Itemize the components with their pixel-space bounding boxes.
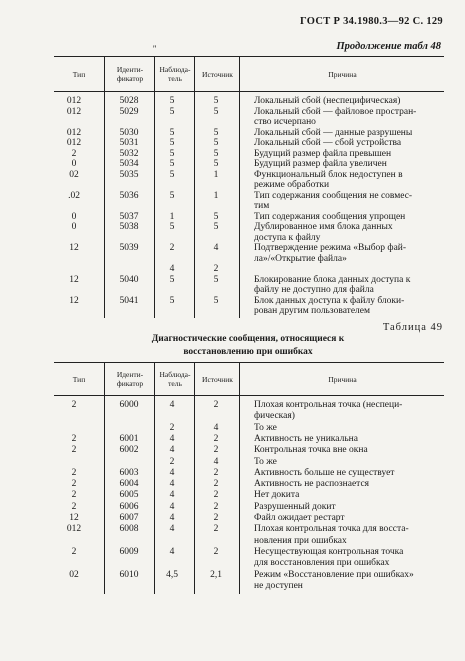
col-id-header: Иденти-фикатор	[104, 363, 155, 395]
row-source: 4	[213, 422, 219, 433]
row-identifier: 6010	[119, 569, 139, 580]
row-cause: Нет докита	[254, 490, 300, 501]
row-identifier: 5028	[119, 96, 139, 106]
row-type: 02	[69, 569, 79, 580]
row-observer: 5	[169, 138, 175, 148]
row-source: 5	[213, 96, 219, 106]
row-cause: Функциональный блок недоступен в	[254, 169, 403, 180]
col-source-header: Источник	[194, 363, 240, 395]
row-source: 2	[213, 501, 219, 512]
row-identifier: 5034	[119, 159, 139, 169]
row-observer: 4,5	[166, 569, 178, 580]
row-cause: ство исчерпано	[254, 117, 316, 127]
row-identifier: 6000	[119, 400, 139, 410]
row-type: 12	[69, 513, 79, 523]
row-observer: 4	[169, 524, 175, 535]
row-identifier: 5035	[119, 169, 139, 180]
table49-caption: Диагностические сообщения, относящиеся к восстановлению при ошибках	[151, 334, 345, 357]
row-observer: 5	[169, 169, 175, 180]
row-observer: 2	[169, 422, 175, 433]
row-type: 012	[66, 127, 82, 138]
row-type: 2	[71, 148, 77, 159]
row-source: 2	[213, 264, 219, 274]
row-type: 0	[71, 222, 77, 232]
row-source: 5	[213, 127, 219, 138]
col-id-header: Иденти-фикатор	[104, 57, 155, 91]
row-observer: 5	[169, 148, 175, 159]
row-cause: Тип содержания сообщения не совмес-	[254, 190, 413, 201]
page-header: ГОСТ Р 34.1980.3—92 С. 129	[300, 16, 443, 27]
row-identifier: 5039	[119, 243, 139, 253]
row-cause: Локальный сбой — данные разрушены	[254, 127, 413, 138]
row-cause: Разрушенный докит	[254, 501, 336, 512]
row-cause: Активность не уникальна	[254, 433, 358, 444]
row-observer: 2	[169, 243, 175, 253]
row-identifier: 5038	[119, 222, 139, 232]
row-identifier: 6004	[119, 479, 139, 490]
row-identifier: 6003	[119, 467, 139, 478]
row-cause: Локальный сбой — файловое простран-	[254, 106, 417, 117]
row-cause: Плохая контрольная точка (неспеци-	[254, 400, 403, 410]
row-observer: 4	[169, 513, 175, 523]
row-type: 2	[71, 445, 77, 456]
row-identifier: 5037	[119, 211, 139, 222]
row-source: 5	[213, 159, 219, 169]
col-type-header: Тип	[72, 374, 86, 384]
row-type: 012	[66, 138, 82, 148]
col-cause-header: Причина	[239, 363, 445, 395]
row-source: 5	[213, 138, 219, 148]
table48-header	[54, 56, 444, 92]
row-cause: То же	[254, 422, 277, 433]
row-identifier: 6002	[119, 445, 139, 456]
row-observer: 4	[169, 501, 175, 512]
row-type: 012	[66, 106, 82, 117]
row-source: 1	[213, 190, 219, 201]
row-source: 1	[213, 169, 219, 180]
col-observer-header: Наблюда-тель	[154, 57, 195, 91]
column-divider	[239, 90, 240, 318]
row-cause: Тип содержания сообщения упрощен	[254, 211, 406, 222]
row-type: 012	[66, 524, 82, 535]
row-identifier: 6007	[119, 513, 139, 523]
row-observer: 5	[169, 106, 175, 117]
col-observer-header: Наблюда-тель	[154, 363, 195, 395]
row-observer: 5	[169, 295, 175, 306]
row-cause: Режим «Восстановление при ошибках»	[254, 569, 414, 580]
row-type: 2	[71, 501, 77, 512]
col-cause-header: Причина	[239, 57, 445, 91]
row-type: 12	[69, 243, 79, 253]
row-cause: Подтверждение режима «Выбор фай-	[254, 243, 407, 253]
row-cause: Локальный сбой — сбой устройства	[254, 138, 402, 148]
row-observer: 5	[169, 96, 175, 106]
row-source: 2	[213, 467, 219, 478]
row-observer: 4	[169, 433, 175, 444]
row-observer: 5	[169, 222, 175, 232]
row-observer: 4	[169, 445, 175, 456]
row-source: 5	[213, 274, 219, 285]
row-type: 12	[69, 274, 79, 285]
row-identifier: 5029	[119, 106, 139, 117]
row-cause: тим	[254, 201, 270, 211]
row-cause: не доступен	[254, 580, 303, 591]
row-identifier: 6001	[119, 433, 139, 444]
row-source: 4	[213, 456, 219, 467]
row-source: 5	[213, 222, 219, 232]
row-identifier: 5036	[119, 190, 139, 201]
row-observer: 4	[169, 400, 175, 410]
col-source-header: Источник	[194, 57, 240, 91]
row-cause: ла»/«Открытие файла»	[254, 253, 347, 264]
row-cause: Локальный сбой (неспецифическая)	[254, 96, 401, 106]
row-cause: Блокирование блока данных доступа к	[254, 274, 411, 285]
row-cause: Несуществующая контрольная точка	[254, 546, 404, 557]
row-identifier: 5040	[119, 274, 139, 285]
row-identifier: 5030	[119, 127, 139, 138]
row-source: 5	[213, 295, 219, 306]
row-cause: Контрольная точка вне окна	[254, 445, 368, 456]
row-identifier: 6008	[119, 524, 139, 535]
row-source: 2	[213, 400, 219, 410]
row-type: 2	[71, 433, 77, 444]
row-identifier: 5031	[119, 138, 139, 148]
row-cause: Активность не распознается	[254, 479, 370, 490]
row-source: 5	[213, 106, 219, 117]
row-observer: 2	[169, 456, 175, 467]
row-source: 4	[213, 243, 219, 253]
row-source: 2,1	[210, 569, 222, 580]
row-identifier: 6009	[119, 546, 139, 557]
row-source: 2	[213, 445, 219, 456]
row-source: 2	[213, 479, 219, 490]
row-cause: файлу не доступно для файла	[254, 285, 374, 295]
row-type: 2	[71, 546, 77, 557]
table-continuation-label: Продолжение табл 48	[336, 41, 441, 52]
row-cause: доступа к файлу	[254, 232, 321, 243]
row-type: 0	[71, 159, 77, 169]
row-cause: То же	[254, 456, 277, 467]
row-cause: Будущий размер файла превышен	[254, 148, 392, 159]
row-cause: Будущий размер файла увеличен	[254, 159, 387, 169]
row-type: 2	[71, 479, 77, 490]
row-cause: режиме обработки	[254, 180, 330, 190]
row-observer: 4	[169, 479, 175, 490]
row-observer: 4	[169, 264, 175, 274]
row-source: 5	[213, 211, 219, 222]
row-type: 0	[71, 211, 77, 222]
row-identifier: 5041	[119, 295, 139, 306]
row-source: 2	[213, 490, 219, 501]
col-type-header: Тип	[72, 69, 86, 79]
table49-label: Таблица 49	[382, 322, 443, 333]
row-type: .02	[68, 190, 80, 201]
row-identifier: 6006	[119, 501, 139, 512]
row-source: 5	[213, 148, 219, 159]
row-observer: 4	[169, 467, 175, 478]
row-cause: рован другим пользователем	[254, 306, 371, 316]
row-identifier: 6005	[119, 490, 139, 501]
row-type: 012	[66, 96, 82, 106]
row-observer: 4	[169, 546, 175, 557]
row-type: 2	[71, 490, 77, 501]
row-source: 2	[213, 546, 219, 557]
row-observer: 5	[169, 159, 175, 169]
row-observer: 5	[169, 190, 175, 201]
row-cause: Активность больше не существует	[254, 467, 395, 478]
page-mark: ''	[153, 44, 157, 54]
row-type: 2	[71, 467, 77, 478]
table49-header	[54, 362, 444, 396]
row-observer: 4	[169, 490, 175, 501]
row-type: 02	[69, 169, 79, 180]
row-identifier: 5032	[119, 148, 139, 159]
row-cause: Плохая контрольная точка для восста-	[254, 524, 409, 535]
row-type: 12	[69, 295, 79, 306]
row-cause: Блок данных доступа к файлу блоки-	[254, 295, 405, 306]
row-source: 2	[213, 513, 219, 523]
row-observer: 5	[169, 274, 175, 285]
row-cause: Файл ожидает рестарт	[254, 513, 345, 523]
row-observer: 1	[169, 211, 175, 222]
row-cause: Дублированное имя блока данных	[254, 222, 393, 232]
row-source: 2	[213, 433, 219, 444]
row-cause: новления при ошибках	[254, 535, 347, 546]
row-cause: для восстановления при ошибках	[254, 558, 390, 569]
row-cause: фическая)	[254, 411, 295, 422]
row-source: 2	[213, 524, 219, 535]
row-observer: 5	[169, 127, 175, 138]
column-divider	[239, 394, 240, 594]
row-type: 2	[71, 400, 77, 410]
